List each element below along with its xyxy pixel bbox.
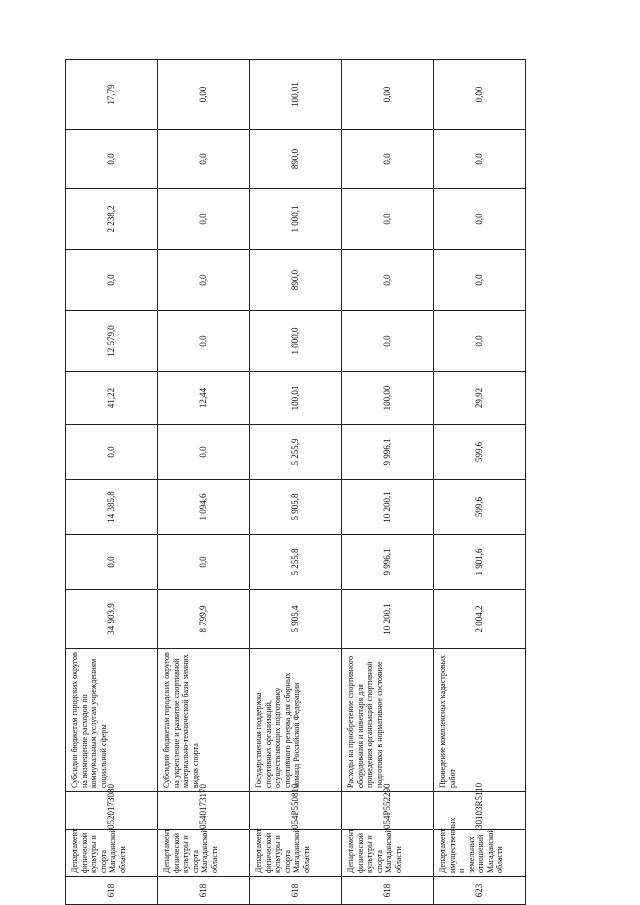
value-cell: 5 255,8 — [250, 535, 342, 590]
table-row — [342, 60, 434, 905]
budget-code-cell: 054P552290 — [342, 792, 434, 830]
value-cell: 5 905,8 — [250, 480, 342, 535]
description-cell: Проведение комплексных кадастровых работ — [434, 649, 526, 792]
value-cell: 0,00 — [342, 60, 434, 130]
value-cell: 0,0 — [158, 311, 250, 372]
value-cell: 12 579,0 — [66, 311, 158, 372]
value-cell: 34 903,9 — [66, 590, 158, 649]
table-body — [66, 60, 526, 905]
value-cell: 1 901,6 — [434, 535, 526, 590]
value-cell: 0,0 — [342, 250, 434, 311]
description-cell: Государственная поддержка спортивных организаций, осуществляющих подготовку спортивного резерва для сборных команд Российской Федерации — [250, 649, 342, 792]
value-cell: 0,0 — [66, 130, 158, 189]
value-cell: 100,01 — [250, 372, 342, 425]
table-row — [434, 60, 526, 905]
description-cell: Расходы на приобретение спортивного оборудования и инвентаря для приведения организаций спортивной подготовки в нормативное состояние — [342, 649, 434, 792]
value-cell: 41,22 — [66, 372, 158, 425]
value-cell: 0,0 — [66, 425, 158, 480]
value-cell: 0,0 — [158, 189, 250, 250]
budget-table — [65, 59, 526, 905]
value-cell: 599,6 — [434, 425, 526, 480]
value-cell: 100,00 — [342, 372, 434, 425]
value-cell: 0,0 — [158, 535, 250, 590]
table-row — [66, 60, 158, 905]
department-cell: Департамент имущественных и земельных отношений Магаданской области — [434, 830, 526, 877]
department-cell: Департамент физической культуры и спорта Магаданской области — [250, 830, 342, 877]
value-cell: 0,0 — [434, 189, 526, 250]
value-cell: 5 905,4 — [250, 590, 342, 649]
value-cell: 29,92 — [434, 372, 526, 425]
value-cell: 9 996,1 — [342, 535, 434, 590]
value-cell: 2 238,2 — [66, 189, 158, 250]
value-cell: 9 996,1 — [342, 425, 434, 480]
table-row — [158, 60, 250, 905]
value-cell: 0,0 — [66, 535, 158, 590]
budget-code-cell: 0540173170 — [158, 792, 250, 830]
value-cell: 12,44 — [158, 372, 250, 425]
value-cell: 14 385,8 — [66, 480, 158, 535]
budget-code-cell: 0520173080 — [66, 792, 158, 830]
value-cell: 890,0 — [250, 130, 342, 189]
value-cell: 0,0 — [158, 250, 250, 311]
department-cell: Департамент физической культуры и спорта Магаданской области — [66, 830, 158, 877]
value-cell: 0,00 — [158, 60, 250, 130]
value-cell: 5 255,9 — [250, 425, 342, 480]
table-row — [250, 60, 342, 905]
value-cell: 0,0 — [342, 189, 434, 250]
value-cell: 0,0 — [434, 250, 526, 311]
value-cell: 17,79 — [66, 60, 158, 130]
value-cell: 1 094,6 — [158, 480, 250, 535]
rotated-table-page — [65, 60, 525, 905]
value-cell: 2 004,2 — [434, 590, 526, 649]
description-cell: Субсидии бюджетам городских округов на возмещение расходов по коммунальным услугам учреждениям социальной сферы — [66, 649, 158, 792]
value-cell: 1 000,1 — [250, 189, 342, 250]
value-cell: 599,6 — [434, 480, 526, 535]
ministry-code-cell: 618 — [250, 877, 342, 905]
value-cell: 1 000,0 — [250, 311, 342, 372]
value-cell: 0,0 — [342, 130, 434, 189]
value-cell: 10 200,1 — [342, 480, 434, 535]
value-cell: 100,01 — [250, 60, 342, 130]
budget-code-cell: 30103R5110 — [434, 792, 526, 830]
value-cell: 0,0 — [434, 311, 526, 372]
ministry-code-cell: 618 — [342, 877, 434, 905]
value-cell: 0,0 — [434, 130, 526, 189]
value-cell: 10 200,1 — [342, 590, 434, 649]
value-cell: 0,0 — [158, 425, 250, 480]
value-cell: 0,0 — [342, 311, 434, 372]
budget-code-cell: 054P550810 — [250, 792, 342, 830]
value-cell: 0,00 — [434, 60, 526, 130]
ministry-code-cell: 618 — [158, 877, 250, 905]
value-cell: 0,0 — [66, 250, 158, 311]
description-cell: Субсидии бюджетам городских округов на укрепление и развитие спортивной материально-технической базы зимних видов спорта — [158, 649, 250, 792]
ministry-code-cell: 618 — [66, 877, 158, 905]
value-cell: 8 799,9 — [158, 590, 250, 649]
value-cell: 0,0 — [158, 130, 250, 189]
value-cell: 890,0 — [250, 250, 342, 311]
ministry-code-cell: 623 — [434, 877, 526, 905]
department-cell: Департамент физической культуры и спорта Магаданской области — [342, 830, 434, 877]
department-cell: Департамент физической культуры и спорта Магаданской области — [158, 830, 250, 877]
